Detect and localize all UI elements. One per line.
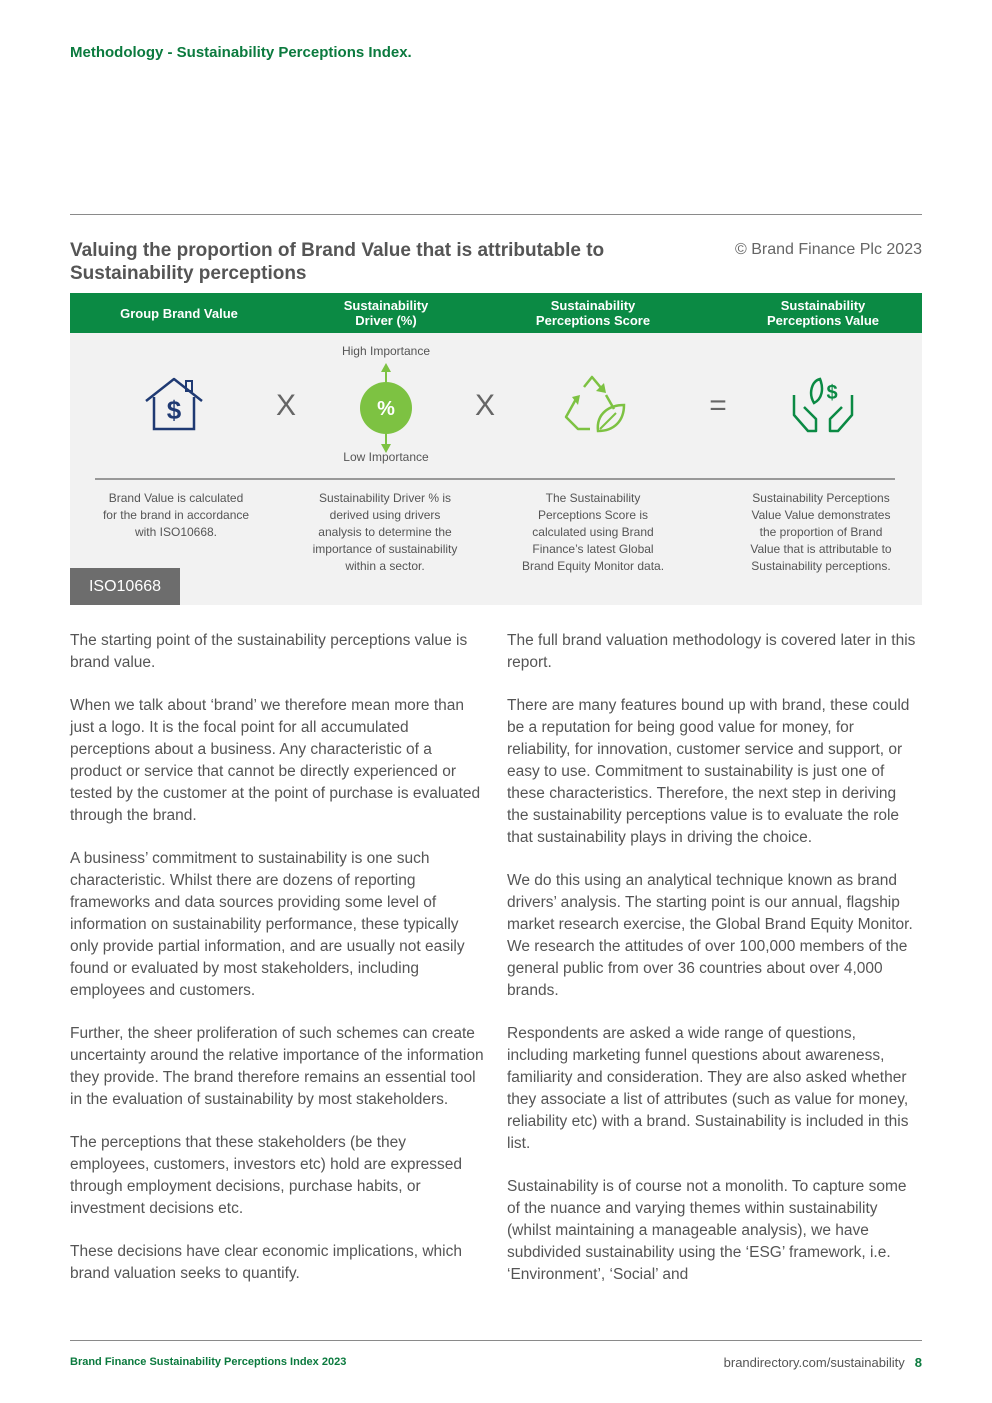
percent-symbol: %: [377, 398, 395, 420]
footer-right: [724, 1355, 922, 1370]
body-column-left: [70, 630, 484, 1306]
svg-text:$: $: [826, 382, 838, 404]
desc-perceptions-score: The Sustainability Perceptions Score is calculated using Brand Finance’s latest Global Brand Equity Monitor data.: [521, 491, 665, 573]
desc-sustainability-driver: Sustainability Driver % is derived using drivers analysis to determine the importance of sustainability within a sector.: [312, 491, 458, 573]
desc-perceptions-value: Sustainability Perceptions Value Value demonstrates the proportion of Brand Value that is attributable to Sustainability perceptions.: [750, 491, 892, 573]
footer-publication-title: Brand Finance Sustainability Perceptions Index 2023: [70, 1356, 347, 1368]
header-divider: [70, 214, 922, 215]
recycle-leaf-icon: [562, 373, 628, 437]
svg-text:$: $: [166, 395, 182, 425]
valuation-diagram: [70, 293, 922, 605]
section-title: Valuing the proportion of Brand Value that is attributable to Sustainability perceptions: [70, 240, 605, 284]
paragraph: A business’ commitment to sustainability is one such characteristic. Whilst there are dozens of reporting frameworks and data sources providing some level of information on sustainability performance, these typically only provide partial information, and are usually not easily found or evaluated by most stakeholders, including employees and customers.: [70, 850, 465, 999]
heading-sustainability-driver: Sustainability Driver (%): [343, 298, 429, 328]
footer-url-link[interactable]: brandirectory.com/sustainability: [723, 1355, 905, 1370]
copyright-note: © Brand Finance Plc 2023: [734, 241, 922, 258]
multiply-operator-1: X: [275, 389, 296, 422]
body-column-right: [507, 630, 921, 1307]
iso-badge: ISO10668: [70, 568, 180, 605]
low-importance-label: Low Importance: [343, 450, 429, 464]
high-importance-label: High Importance: [341, 344, 431, 358]
paragraph: The starting point of the sustainability perceptions value is brand value.: [70, 632, 468, 671]
paragraph: Sustainability is of course not a monolith. To capture some of the nuance and varying themes within sustainability (whilst maintaining a manageable analysis), we have subdivided sustainability using the ‘ESG’ framework, i.e. ‘Environment’, ‘Social’ and: [507, 1178, 907, 1283]
equals-operator: =: [709, 389, 727, 422]
footer-divider: [70, 1340, 922, 1341]
percent-icon: [356, 363, 416, 453]
house-dollar-icon: [142, 375, 206, 433]
desc-group-brand-value: Brand Value is calculated for the brand in accordance with ISO10668.: [102, 491, 250, 539]
multiply-operator-2: X: [474, 389, 495, 422]
diagram-header-bar: [70, 293, 922, 333]
paragraph: There are many features bound up with brand, these could be a reputation for being good value for money, for reliability, for innovation, customer service and support, or easy to use. Commitment to sustainability is just one of these characteristics. Therefore, the next step in deriving the sustainability perceptions value is to evaluate the role that sustainability plays in driving the choice.: [507, 697, 910, 846]
heading-perceptions-score: Sustainability Perceptions Score: [535, 298, 651, 328]
running-header: Methodology - Sustainability Perceptions Index.: [70, 44, 412, 61]
paragraph: These decisions have clear economic implications, which brand valuation seeks to quantify.: [70, 1243, 462, 1282]
hands-dollar-icon: [790, 375, 856, 437]
page-number: 8: [914, 1355, 922, 1370]
paragraph: We do this using an analytical technique known as brand drivers’ analysis. The starting point is our annual, flagship market research exercise, the Global Brand Equity Monitor. We research the attitudes of over 100,000 members of the general public from over 36 countries about over 4,000 brands.: [507, 872, 913, 999]
paragraph: When we talk about ‘brand’ we therefore mean more than just a logo. It is the focal point for all accumulated perceptions about a business. Any characteristic of a product or service that cannot be directly experienced or tested by the customer at the point of purchase is evaluated through the brand.: [70, 697, 481, 824]
diagram-divider: [95, 478, 895, 480]
paragraph: Respondents are asked a wide range of questions, including marketing funnel questions about awareness, familiarity and consideration. They are also asked whether they associate a list of attributes (such as value for money, reliability etc) with a brand. Sustainability is included in this list.: [507, 1025, 909, 1152]
paragraph: The full brand valuation methodology is covered later in this report.: [507, 632, 916, 671]
paragraph: The perceptions that these stakeholders (be they employees, customers, investors etc) hold are expressed through employment decisions, purchase habits, or investment decisions etc.: [70, 1134, 462, 1217]
paragraph: Further, the sheer proliferation of such schemes can create uncertainty around the relative importance of the information they provide. The brand therefore remains an essential tool in the evaluation of sustainability by most stakeholders.: [70, 1025, 484, 1108]
heading-perceptions-value: Sustainability Perceptions Value: [767, 298, 879, 328]
heading-group-brand-value: Group Brand Value: [120, 305, 238, 321]
